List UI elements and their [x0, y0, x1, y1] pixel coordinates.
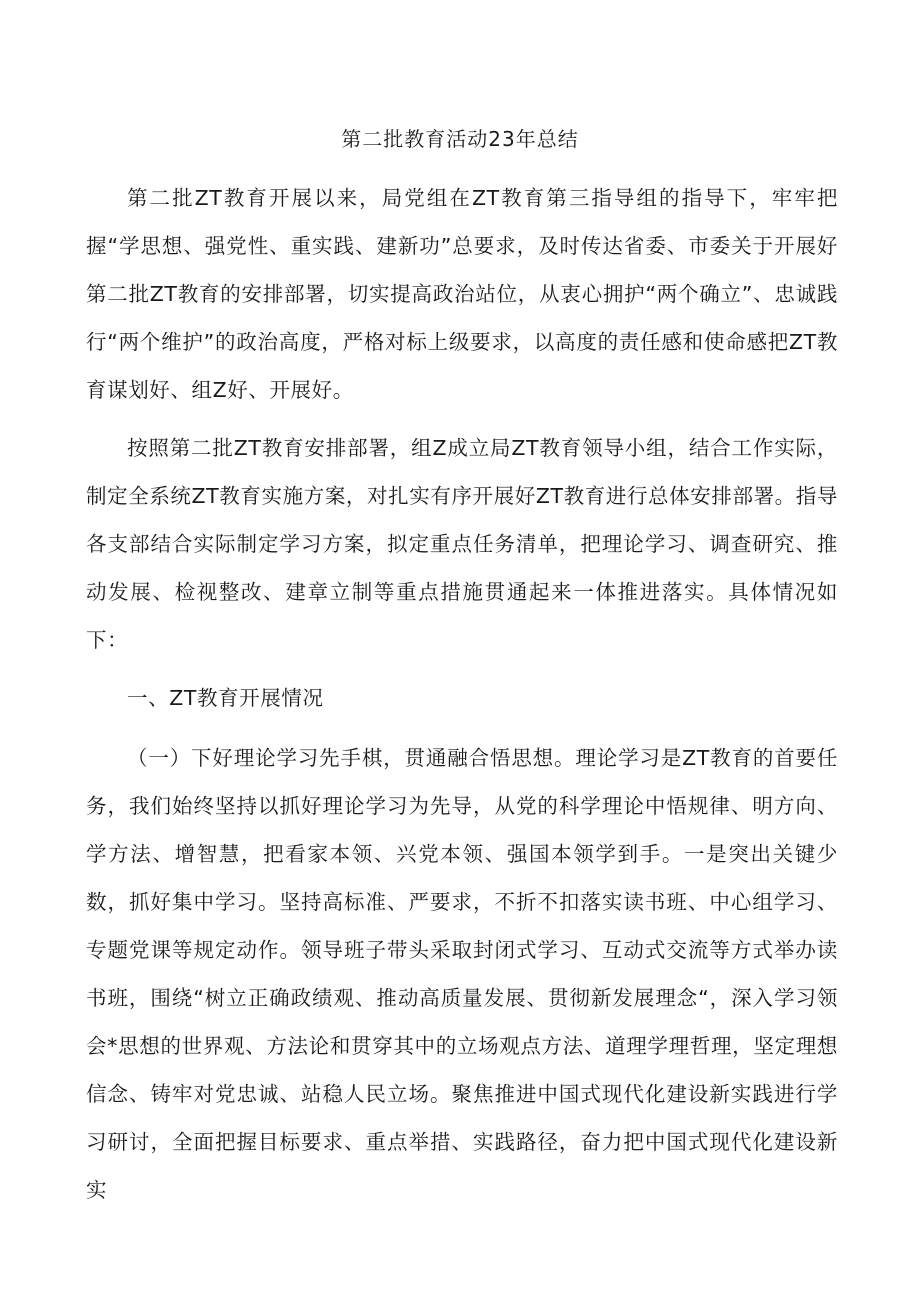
paragraph-theory-study: （一）下好理论学习先手棋，贯通融合悟思想。理论学习是ZT教育的首要任务，我们始终坚持以抓好理论学习为先导，从党的科学理论中悟规律、明方向、学方法、增智慧，把看家本领、兴党本领、强国本领学到手。一是突出关键少数，抓好集中学习。坚持高标准、严要求，不折不扣落实读书班、中心组学习、专题党课等规定动作。领导班子带头采取封闭式学习、互动式交流等方式举办读书班，围绕“树立正确政绩观、推动高质量发展、贯彻新发展理念“，深入学习领会*思想的世界观、方法论和贯穿其中的立场观点方法、道理学理哲理，坚定理想信念、铸牢对党忠诚、站稳人民立场。聚焦推进中国式现代化建设新实践进行学习研讨，全面把握目标要求、重点举措、实践路径，奋力把中国式现代化建设新实: [86, 746, 838, 1202]
paragraph-intro: 第二批ZT教育开展以来，局党组在ZT教育第三指导组的指导下，牢牢把握“学思想、强党性、重实践、建新功”总要求，及时传达省委、市委关于开展好第二批ZT教育的安排部署，切实提高政治站位，从衷心拥护“两个确立”、忠诚践行“两个维护”的政治高度，严格对标上级要求，以高度的责任感和使命感把ZT教育谋划好、组Z好、开展好。: [86, 186, 838, 402]
paragraph-arrangement: 按照第二批ZT教育安排部署，组Z成立局ZT教育领导小组，结合工作实际，制定全系统ZT教育实施方案，对扎实有序开展好ZT教育进行总体安排部署。指导各支部结合实际制定学习方案，拟定重点任务清单，把理论学习、调查研究、推动发展、检视整改、建章立制等重点措施贯通起来一体推进落实。具体情况如下：: [86, 436, 838, 652]
section-heading: 一、ZT教育开展情况: [127, 686, 324, 710]
document-body: [86, 174, 838, 1214]
document-title: 第二批教育活动23年总结: [341, 127, 579, 151]
